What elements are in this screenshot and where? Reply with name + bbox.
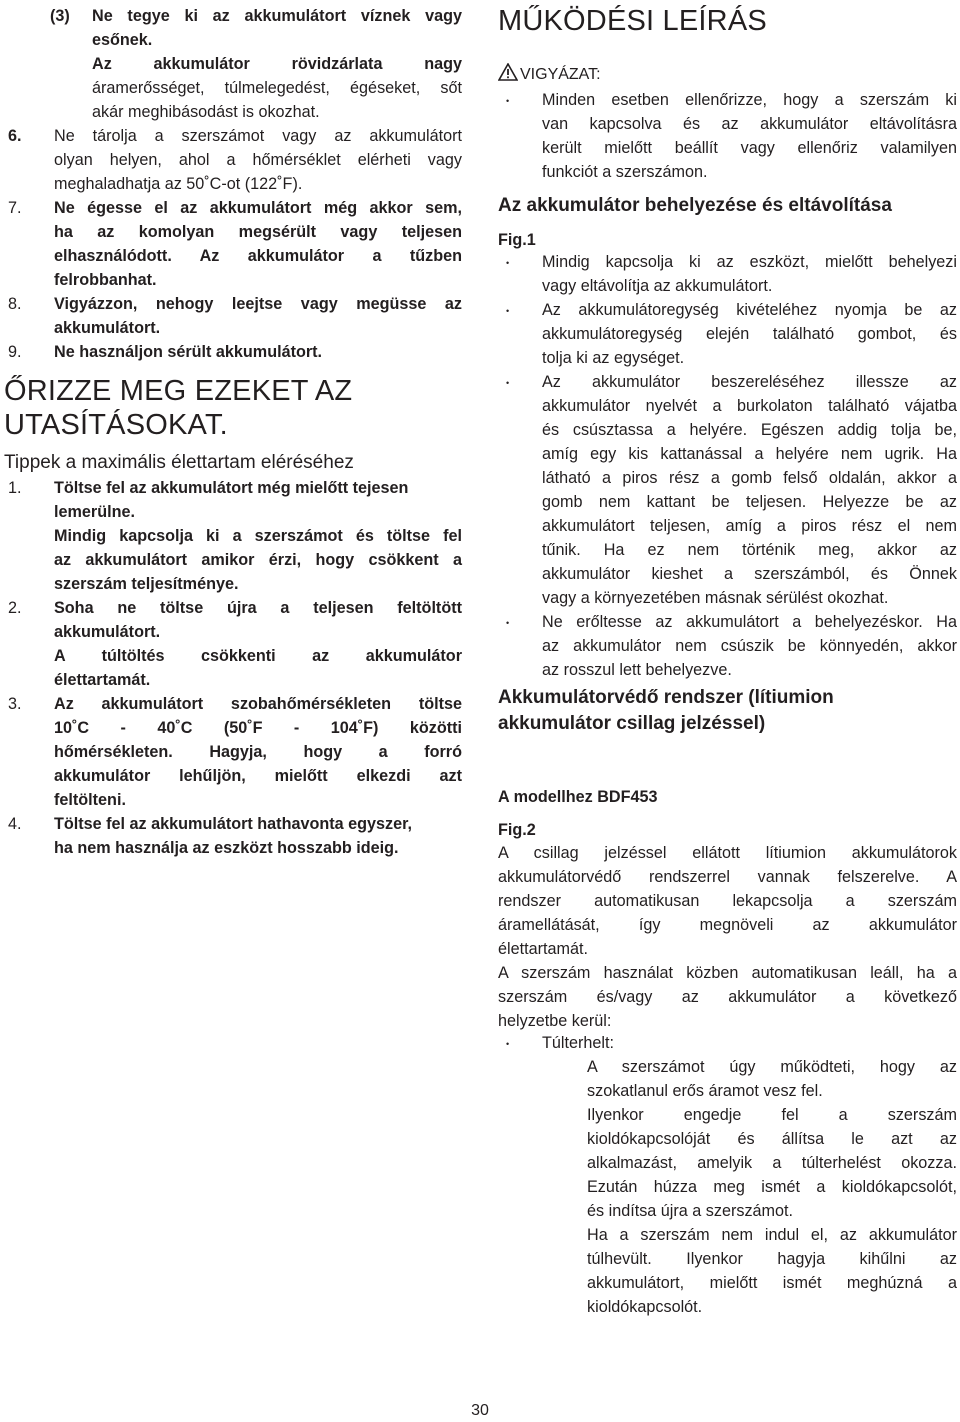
text-line: Vigyázzon, nehogy leejtse vagy megüsse az [54, 295, 462, 313]
text-line: Mindig kapcsolja ki a szerszámot és töltse fel [54, 527, 462, 545]
text-line: akár meghibásodást is okozhat. [92, 103, 320, 121]
section-heading: UTASÍTÁSOKAT. [4, 409, 228, 441]
text-line: Túlterhelt: [542, 1034, 614, 1052]
text-line: akkumulátor kieshet a szerszámból, és Önnek [542, 565, 957, 583]
text-line: meghaladhatja az 50˚C-ot (122˚F). [54, 175, 303, 193]
section-title: akkumulátor csillag jelzéssel) [498, 713, 766, 734]
text-line: Ne tárolja a szerszámot vagy az akkumulátort [54, 127, 462, 145]
text-line: ha az komolyan megsérült vagy teljesen [54, 223, 462, 241]
bullet-icon: • [506, 96, 510, 106]
section-title: Akkumulátorvédő rendszer (lítiumion [498, 687, 834, 708]
text-line: A csillag jelzéssel ellátott lítiumion akkumulátorok [498, 844, 957, 862]
section-heading: ŐRIZZE MEG EZEKET AZ [4, 375, 353, 407]
text-line: Az akkumulátor rövidzárlata nagy [92, 55, 462, 73]
text-line: Töltse fel az akkumulátort hathavonta egyszer, [54, 815, 413, 833]
text-line: az akkumulátort amikor érzi, hogy csökkent a [54, 551, 462, 569]
item-number: (3) [50, 7, 70, 25]
text-line: látható a piros rész a gomb felső oldalán, akkor a [542, 469, 957, 487]
text-line: gomb nem kattant be teljesen. Helyezze be az [542, 493, 957, 511]
item-number: 6. [8, 127, 22, 145]
text-line: funkciót a szerszámon. [542, 163, 708, 181]
text-line: az akkumulátor nem csúszik be könnyedén, akkor [542, 637, 957, 655]
bullet-icon: • [506, 378, 510, 388]
text-line: Ezután húzza meg ismét a kioldókapcsolót, [587, 1178, 957, 1196]
text-line: Ne használjon sérült akkumulátort. [54, 343, 323, 361]
section-title: Az akkumulátor behelyezése és eltávolítása [498, 195, 892, 216]
text-line: áramerősséget, túlmelegedést, égéseket, sőt [92, 79, 462, 97]
text-line: alkalmazást, amelyik a túlterhelést okozza. [587, 1154, 957, 1172]
bullet-icon: • [506, 306, 510, 316]
tips-title: Tippek a maximális élettartam eléréséhez [4, 452, 354, 473]
text-line: A szerszámot úgy működteti, hogy az [587, 1058, 957, 1076]
text-line: A túltöltés csökkenti az akkumulátor [54, 647, 462, 665]
text-line: és indítsa újra a szerszámot. [587, 1202, 794, 1220]
text-line: felrobbanhat. [54, 271, 157, 289]
item-number: 2. [8, 599, 22, 617]
text-line: Ha a szerszám nem indul el, az akkumulátor [587, 1226, 957, 1244]
text-line: amíg egy kis kattanással a helyére nem ugrik. Ha [542, 445, 957, 463]
text-line: Töltse fel az akkumulátort még mielőtt tejesen [54, 479, 409, 497]
figure-label: Fig.2 [498, 821, 536, 839]
text-line: tűnik. Ha ez nem történik meg, akkor az [542, 541, 957, 559]
page-number: 30 [471, 1402, 489, 1419]
figure-label: Fig.1 [498, 231, 536, 249]
text-line: Ne égesse el az akkumulátort még akkor sem, [54, 199, 462, 217]
text-line: lemerülne. [54, 503, 135, 521]
item-number: 3. [8, 695, 22, 713]
text-line: akkumulátort, mielőtt ismét meghúzná a [587, 1274, 957, 1292]
warning-icon [498, 63, 518, 81]
text-line: Soha ne töltse újra a teljesen feltöltött [54, 599, 462, 617]
text-line: akkumulátor lehűljön, mielőtt elkezdi azt [54, 767, 462, 785]
text-line: akkumulátort. [54, 319, 161, 337]
model-label: A modellhez BDF453 [498, 788, 658, 806]
text-line: élettartamát. [498, 940, 588, 958]
text-line: Az akkumulátort szobahőmérsékleten töltse [54, 695, 462, 713]
item-number: 1. [8, 479, 22, 497]
text-line: feltölteni. [54, 791, 126, 809]
text-line: Ne tegye ki az akkumulátort víznek vagy [92, 7, 462, 25]
item-number: 7. [8, 199, 22, 217]
text-line: elhasználódott. Az akkumulátor a tűzben [54, 247, 462, 265]
text-line: kioldókapcsolót. [587, 1298, 703, 1316]
text-line: vagy eltávolítja az akkumulátort. [542, 277, 773, 295]
text-line: akkumulátort teljesen, amíg a piros rész el nem [542, 517, 957, 535]
item-number: 4. [8, 815, 22, 833]
text-line: Az akkumulátor beszereléséhez illessze az [542, 373, 957, 391]
text-line: áramellátását, így megnöveli az akkumulátor [498, 916, 957, 934]
item-number: 9. [8, 343, 22, 361]
text-line: és csúsztassa a helyére. Egészen addig tolja be, [542, 421, 957, 439]
page-title: MŰKÖDÉSI LEÍRÁS [498, 5, 767, 37]
text-line: élettartamát. [54, 671, 151, 689]
bullet-icon: • [506, 618, 510, 628]
text-line: túlhevült. Ilyenkor hagyja kihűlni az [587, 1250, 957, 1268]
text-line: esőnek. [92, 31, 153, 49]
text-line: került mielőtt beállít vagy ellenőriz valamilyen [542, 139, 957, 157]
text-line: akkumulátorvédő rendszerrel vannak felszerelve. A [498, 868, 957, 886]
text-line: akkumulátort. [54, 623, 161, 641]
text-line: ha nem használja az eszközt hosszabb ideig. [54, 839, 399, 857]
caution-label: VIGYÁZAT: [520, 66, 601, 83]
text-line: tolja ki az egységet. [542, 349, 685, 367]
text-line: kioldókapcsolóját és állítsa le azt az [587, 1130, 957, 1148]
bullet-icon: • [506, 1039, 510, 1049]
text-line: szerszám és/vagy az akkumulátor a következő [498, 988, 957, 1006]
text-line: akkumulátoregység elején található gombot, és [542, 325, 957, 343]
text-line: Mindig kapcsolja ki az eszközt, mielőtt behelyezi [542, 253, 957, 271]
text-line: A szerszám használat közben automatikusan leáll, ha a [498, 964, 957, 982]
item-number: 8. [8, 295, 22, 313]
text-line: Minden esetben ellenőrizze, hogy a szerszám ki [542, 91, 957, 109]
text-line: Ilyenkor engedje fel a szerszám [587, 1106, 957, 1124]
text-line: akkumulátor nyelvét a burkolaton található vájatba [542, 397, 957, 415]
bullet-icon: • [506, 258, 510, 268]
text-line: szerszám teljesítménye. [54, 575, 239, 593]
text-line: rendszer automatikusan lekapcsolja a szerszám [498, 892, 957, 910]
text-line: 10˚C - 40˚C (50˚F - 104˚F) közötti [54, 719, 462, 737]
text-line: az rosszul lett behelyezve. [542, 661, 732, 679]
text-line: helyzetbe kerül: [498, 1012, 612, 1030]
text-line: hőmérsékleten. Hagyja, hogy a forró [54, 743, 462, 761]
text-line: van kapcsolva és az akkumulátor eltávolításra [542, 115, 957, 133]
text-line: olyan helyen, ahol a hőmérséklet elérheti vagy [54, 151, 462, 169]
text-line: vagy a környezetében másnak sérülést okozhat. [542, 589, 889, 607]
text-line: szokatlanul erős áramot vesz fel. [587, 1082, 823, 1100]
text-line: Az akkumulátoregység kivételéhez nyomja be az [542, 301, 957, 319]
text-line: Ne erőltesse az akkumulátort a behelyezéskor. Ha [542, 613, 957, 631]
